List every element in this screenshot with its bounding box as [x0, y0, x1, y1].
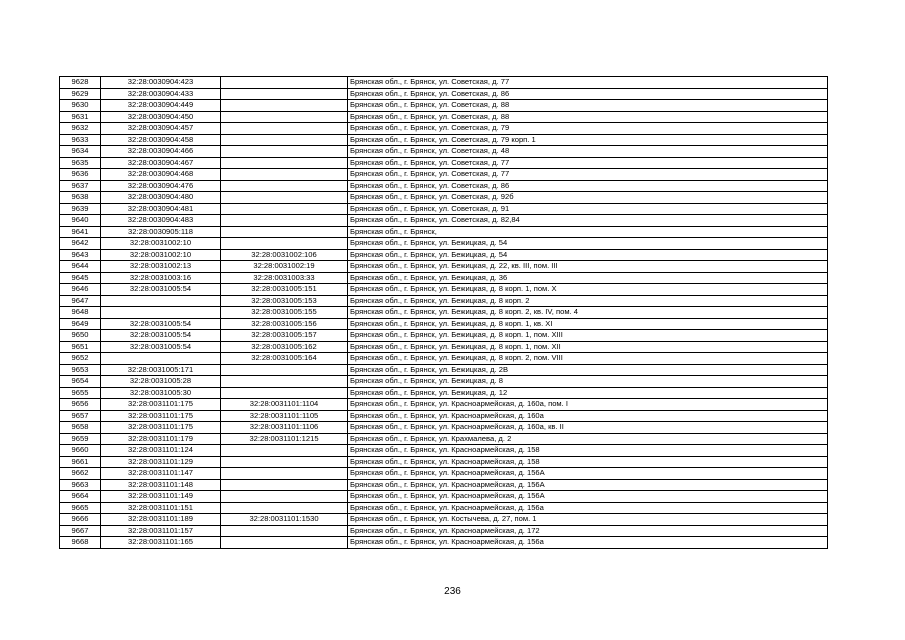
object-cadastral-number-cell: 32:28:0031101:1105: [221, 410, 348, 422]
address-cell: Брянская обл., г. Брянск, ул. Бежицкая, д. 8 корп. 1, пом. X: [348, 284, 828, 296]
address-cell: Брянская обл., г. Брянск, ул. Бежицкая, д. 54: [348, 249, 828, 261]
row-number-cell: 9628: [60, 77, 101, 89]
object-cadastral-number-cell: 32:28:0031101:1106: [221, 422, 348, 434]
address-cell: Брянская обл., г. Брянск, ул. Красноармейская, д. 160а: [348, 410, 828, 422]
object-cadastral-number-cell: 32:28:0031005:164: [221, 353, 348, 365]
address-cell: Брянская обл., г. Брянск, ул. Красноармейская, д. 160а, пом. I: [348, 399, 828, 411]
object-cadastral-number-cell: [221, 157, 348, 169]
land-cadastral-number-cell: 32:28:0030904:457: [101, 123, 221, 135]
row-number-cell: 9645: [60, 272, 101, 284]
address-cell: Брянская обл., г. Брянск, ул. Красноармейская, д. 158: [348, 445, 828, 457]
address-cell: Брянская обл., г. Брянск, ул. Красноармейская, д. 156а: [348, 502, 828, 514]
row-number-cell: 9661: [60, 456, 101, 468]
land-cadastral-number-cell: 32:28:0031005:30: [101, 387, 221, 399]
table-row: [60, 134, 828, 146]
address-cell: Брянская обл., г. Брянск, ул. Бежицкая, д. 54: [348, 238, 828, 250]
land-cadastral-number-cell: 32:28:0031005:54: [101, 330, 221, 342]
object-cadastral-number-cell: 32:28:0031005:162: [221, 341, 348, 353]
land-cadastral-number-cell: 32:28:0030904:433: [101, 88, 221, 100]
row-number-cell: 9635: [60, 157, 101, 169]
row-number-cell: 9644: [60, 261, 101, 273]
land-cadastral-number-cell: 32:28:0031101:179: [101, 433, 221, 445]
row-number-cell: 9667: [60, 525, 101, 537]
table-row: [60, 525, 828, 537]
table-row: [60, 422, 828, 434]
row-number-cell: 9662: [60, 468, 101, 480]
table-row: [60, 123, 828, 135]
object-cadastral-number-cell: [221, 468, 348, 480]
object-cadastral-number-cell: [221, 525, 348, 537]
table-row: [60, 468, 828, 480]
land-cadastral-number-cell: 32:28:0030904:480: [101, 192, 221, 204]
address-cell: Брянская обл., г. Брянск, ул. Красноармейская, д. 160а, кв. II: [348, 422, 828, 434]
land-cadastral-number-cell: 32:28:0031005:28: [101, 376, 221, 388]
row-number-cell: 9657: [60, 410, 101, 422]
address-cell: Брянская обл., г. Брянск, ул. Бежицкая, д. 2В: [348, 364, 828, 376]
object-cadastral-number-cell: 32:28:0031005:155: [221, 307, 348, 319]
row-number-cell: 9654: [60, 376, 101, 388]
table-row: [60, 169, 828, 181]
register-sheet: [59, 76, 828, 549]
row-number-cell: 9646: [60, 284, 101, 296]
object-cadastral-number-cell: [221, 238, 348, 250]
table-row: [60, 77, 828, 89]
land-cadastral-number-cell: 32:28:0031002:13: [101, 261, 221, 273]
table-row: [60, 88, 828, 100]
object-cadastral-number-cell: 32:28:0031002:19: [221, 261, 348, 273]
land-cadastral-number-cell: 32:28:0031101:151: [101, 502, 221, 514]
row-number-cell: 9636: [60, 169, 101, 181]
object-cadastral-number-cell: [221, 100, 348, 112]
land-cadastral-number-cell: 32:28:0031101:124: [101, 445, 221, 457]
land-cadastral-number-cell: 32:28:0031101:165: [101, 537, 221, 549]
table-row: [60, 111, 828, 123]
address-cell: Брянская обл., г. Брянск, ул. Советская, д. 88: [348, 100, 828, 112]
table-row: [60, 364, 828, 376]
row-number-cell: 9630: [60, 100, 101, 112]
object-cadastral-number-cell: [221, 215, 348, 227]
table-row: [60, 341, 828, 353]
object-cadastral-number-cell: [221, 364, 348, 376]
property-register-table: [59, 76, 828, 549]
address-cell: Брянская обл., г. Брянск, ул. Советская, д. 79 корп. 1: [348, 134, 828, 146]
land-cadastral-number-cell: 32:28:0031101:129: [101, 456, 221, 468]
table-row: [60, 399, 828, 411]
row-number-cell: 9666: [60, 514, 101, 526]
address-cell: Брянская обл., г. Брянск, ул. Советская, д. 91: [348, 203, 828, 215]
object-cadastral-number-cell: [221, 111, 348, 123]
object-cadastral-number-cell: [221, 180, 348, 192]
land-cadastral-number-cell: 32:28:0031005:54: [101, 341, 221, 353]
object-cadastral-number-cell: [221, 537, 348, 549]
row-number-cell: 9642: [60, 238, 101, 250]
address-cell: Брянская обл., г. Брянск, ул. Красноармейская, д. 156а: [348, 537, 828, 549]
address-cell: Брянская обл., г. Брянск, ул. Красноармейская, д. 172: [348, 525, 828, 537]
address-cell: Брянская обл., г. Брянск, ул. Бежицкая, д. 8 корп. 2, кв. IV, пом. 4: [348, 307, 828, 319]
row-number-cell: 9658: [60, 422, 101, 434]
table-row: [60, 192, 828, 204]
land-cadastral-number-cell: 32:28:0030904:458: [101, 134, 221, 146]
land-cadastral-number-cell: 32:28:0030904:481: [101, 203, 221, 215]
table-row: [60, 284, 828, 296]
land-cadastral-number-cell: 32:28:0031005:54: [101, 284, 221, 296]
object-cadastral-number-cell: [221, 387, 348, 399]
table-row: [60, 238, 828, 250]
row-number-cell: 9637: [60, 180, 101, 192]
table-row: [60, 537, 828, 549]
table-row: [60, 318, 828, 330]
table-row: [60, 226, 828, 238]
address-cell: Брянская обл., г. Брянск, ул. Красноармейская, д. 158: [348, 456, 828, 468]
address-cell: Брянская обл., г. Брянск, ул. Бежицкая, д. 8 корп. 2: [348, 295, 828, 307]
table-row: [60, 330, 828, 342]
row-number-cell: 9633: [60, 134, 101, 146]
address-cell: Брянская обл., г. Брянск, ул. Бежицкая, д. 8 корп. 2, пом. VIII: [348, 353, 828, 365]
table-row: [60, 157, 828, 169]
row-number-cell: 9663: [60, 479, 101, 491]
land-cadastral-number-cell: 32:28:0031002:10: [101, 238, 221, 250]
address-cell: Брянская обл., г. Брянск, ул. Советская, д. 79: [348, 123, 828, 135]
table-body: [60, 77, 828, 549]
address-cell: Брянская обл., г. Брянск, ул. Советская, д. 86: [348, 88, 828, 100]
object-cadastral-number-cell: [221, 376, 348, 388]
row-number-cell: 9638: [60, 192, 101, 204]
row-number-cell: 9652: [60, 353, 101, 365]
row-number-cell: 9649: [60, 318, 101, 330]
table-row: [60, 491, 828, 503]
object-cadastral-number-cell: 32:28:0031005:157: [221, 330, 348, 342]
row-number-cell: 9650: [60, 330, 101, 342]
land-cadastral-number-cell: 32:28:0030904:450: [101, 111, 221, 123]
object-cadastral-number-cell: [221, 491, 348, 503]
land-cadastral-number-cell: 32:28:0031101:148: [101, 479, 221, 491]
land-cadastral-number-cell: 32:28:0031101:175: [101, 410, 221, 422]
object-cadastral-number-cell: [221, 226, 348, 238]
address-cell: Брянская обл., г. Брянск, ул. Советская, д. 77: [348, 77, 828, 89]
row-number-cell: 9641: [60, 226, 101, 238]
address-cell: Брянская обл., г. Брянск, ул. Бежицкая, д. 8 корп. 1, пом. XIII: [348, 330, 828, 342]
object-cadastral-number-cell: [221, 502, 348, 514]
table-row: [60, 376, 828, 388]
land-cadastral-number-cell: 32:28:0031101:147: [101, 468, 221, 480]
address-cell: Брянская обл., г. Брянск, ул. Красноармейская, д. 156А: [348, 479, 828, 491]
object-cadastral-number-cell: 32:28:0031005:156: [221, 318, 348, 330]
row-number-cell: 9660: [60, 445, 101, 457]
row-number-cell: 9668: [60, 537, 101, 549]
land-cadastral-number-cell: 32:28:0030904:423: [101, 77, 221, 89]
land-cadastral-number-cell: 32:28:0031101:175: [101, 399, 221, 411]
land-cadastral-number-cell: [101, 307, 221, 319]
object-cadastral-number-cell: 32:28:0031005:153: [221, 295, 348, 307]
land-cadastral-number-cell: 32:28:0030905:118: [101, 226, 221, 238]
address-cell: Брянская обл., г. Брянск,: [348, 226, 828, 238]
object-cadastral-number-cell: 32:28:0031101:1530: [221, 514, 348, 526]
object-cadastral-number-cell: [221, 169, 348, 181]
table-row: [60, 307, 828, 319]
table-row: [60, 249, 828, 261]
table-row: [60, 445, 828, 457]
address-cell: Брянская обл., г. Брянск, ул. Бежицкая, д. 22, кв. III, пом. III: [348, 261, 828, 273]
address-cell: Брянская обл., г. Брянск, ул. Бежицкая, д. 8 корп. 1, кв. XI: [348, 318, 828, 330]
object-cadastral-number-cell: [221, 134, 348, 146]
row-number-cell: 9632: [60, 123, 101, 135]
land-cadastral-number-cell: 32:28:0030904:467: [101, 157, 221, 169]
table-row: [60, 502, 828, 514]
address-cell: Брянская обл., г. Брянск, ул. Костычева, д. 27, пом. 1: [348, 514, 828, 526]
row-number-cell: 9639: [60, 203, 101, 215]
land-cadastral-number-cell: 32:28:0031101:175: [101, 422, 221, 434]
table-row: [60, 100, 828, 112]
table-row: [60, 514, 828, 526]
object-cadastral-number-cell: 32:28:0031101:1104: [221, 399, 348, 411]
row-number-cell: 9655: [60, 387, 101, 399]
object-cadastral-number-cell: 32:28:0031003:33: [221, 272, 348, 284]
address-cell: Брянская обл., г. Брянск, ул. Советская, д. 92б: [348, 192, 828, 204]
table-row: [60, 203, 828, 215]
address-cell: Брянская обл., г. Брянск, ул. Советская, д. 48: [348, 146, 828, 158]
row-number-cell: 9656: [60, 399, 101, 411]
address-cell: Брянская обл., г. Брянск, ул. Советская, д. 77: [348, 169, 828, 181]
land-cadastral-number-cell: 32:28:0031005:54: [101, 318, 221, 330]
object-cadastral-number-cell: [221, 479, 348, 491]
row-number-cell: 9647: [60, 295, 101, 307]
row-number-cell: 9643: [60, 249, 101, 261]
address-cell: Брянская обл., г. Брянск, ул. Советская, д. 88: [348, 111, 828, 123]
land-cadastral-number-cell: [101, 295, 221, 307]
object-cadastral-number-cell: [221, 203, 348, 215]
address-cell: Брянская обл., г. Брянск, ул. Бежицкая, д. 12: [348, 387, 828, 399]
land-cadastral-number-cell: 32:28:0030904:476: [101, 180, 221, 192]
land-cadastral-number-cell: 32:28:0030904:449: [101, 100, 221, 112]
object-cadastral-number-cell: [221, 88, 348, 100]
address-cell: Брянская обл., г. Брянск, ул. Красноармейская, д. 156А: [348, 491, 828, 503]
land-cadastral-number-cell: 32:28:0031005:171: [101, 364, 221, 376]
land-cadastral-number-cell: 32:28:0030904:466: [101, 146, 221, 158]
row-number-cell: 9659: [60, 433, 101, 445]
row-number-cell: 9648: [60, 307, 101, 319]
table-row: [60, 353, 828, 365]
row-number-cell: 9665: [60, 502, 101, 514]
land-cadastral-number-cell: 32:28:0031002:10: [101, 249, 221, 261]
object-cadastral-number-cell: 32:28:0031101:1215: [221, 433, 348, 445]
land-cadastral-number-cell: 32:28:0031101:189: [101, 514, 221, 526]
object-cadastral-number-cell: [221, 146, 348, 158]
land-cadastral-number-cell: 32:28:0031003:16: [101, 272, 221, 284]
table-row: [60, 272, 828, 284]
land-cadastral-number-cell: [101, 353, 221, 365]
address-cell: Брянская обл., г. Брянск, ул. Крахмалева, д. 2: [348, 433, 828, 445]
row-number-cell: 9651: [60, 341, 101, 353]
address-cell: Брянская обл., г. Брянск, ул. Бежицкая, д. 8: [348, 376, 828, 388]
address-cell: Брянская обл., г. Брянск, ул. Бежицкая, д. 36: [348, 272, 828, 284]
row-number-cell: 9629: [60, 88, 101, 100]
land-cadastral-number-cell: 32:28:0030904:483: [101, 215, 221, 227]
table-row: [60, 146, 828, 158]
land-cadastral-number-cell: 32:28:0031101:149: [101, 491, 221, 503]
object-cadastral-number-cell: [221, 192, 348, 204]
table-row: [60, 261, 828, 273]
address-cell: Брянская обл., г. Брянск, ул. Красноармейская, д. 156А: [348, 468, 828, 480]
row-number-cell: 9640: [60, 215, 101, 227]
address-cell: Брянская обл., г. Брянск, ул. Бежицкая, д. 8 корп. 1, пом. XII: [348, 341, 828, 353]
row-number-cell: 9634: [60, 146, 101, 158]
object-cadastral-number-cell: [221, 77, 348, 89]
row-number-cell: 9631: [60, 111, 101, 123]
table-row: [60, 387, 828, 399]
table-row: [60, 433, 828, 445]
row-number-cell: 9664: [60, 491, 101, 503]
address-cell: Брянская обл., г. Брянск, ул. Советская, д. 86: [348, 180, 828, 192]
table-row: [60, 410, 828, 422]
address-cell: Брянская обл., г. Брянск, ул. Советская, д. 82,84: [348, 215, 828, 227]
table-row: [60, 295, 828, 307]
row-number-cell: 9653: [60, 364, 101, 376]
object-cadastral-number-cell: [221, 123, 348, 135]
table-row: [60, 180, 828, 192]
table-row: [60, 456, 828, 468]
page-number: 236: [444, 586, 461, 597]
object-cadastral-number-cell: [221, 456, 348, 468]
object-cadastral-number-cell: 32:28:0031002:106: [221, 249, 348, 261]
address-cell: Брянская обл., г. Брянск, ул. Советская, д. 77: [348, 157, 828, 169]
table-row: [60, 479, 828, 491]
land-cadastral-number-cell: 32:28:0030904:468: [101, 169, 221, 181]
land-cadastral-number-cell: 32:28:0031101:157: [101, 525, 221, 537]
table-row: [60, 215, 828, 227]
object-cadastral-number-cell: 32:28:0031005:151: [221, 284, 348, 296]
object-cadastral-number-cell: [221, 445, 348, 457]
